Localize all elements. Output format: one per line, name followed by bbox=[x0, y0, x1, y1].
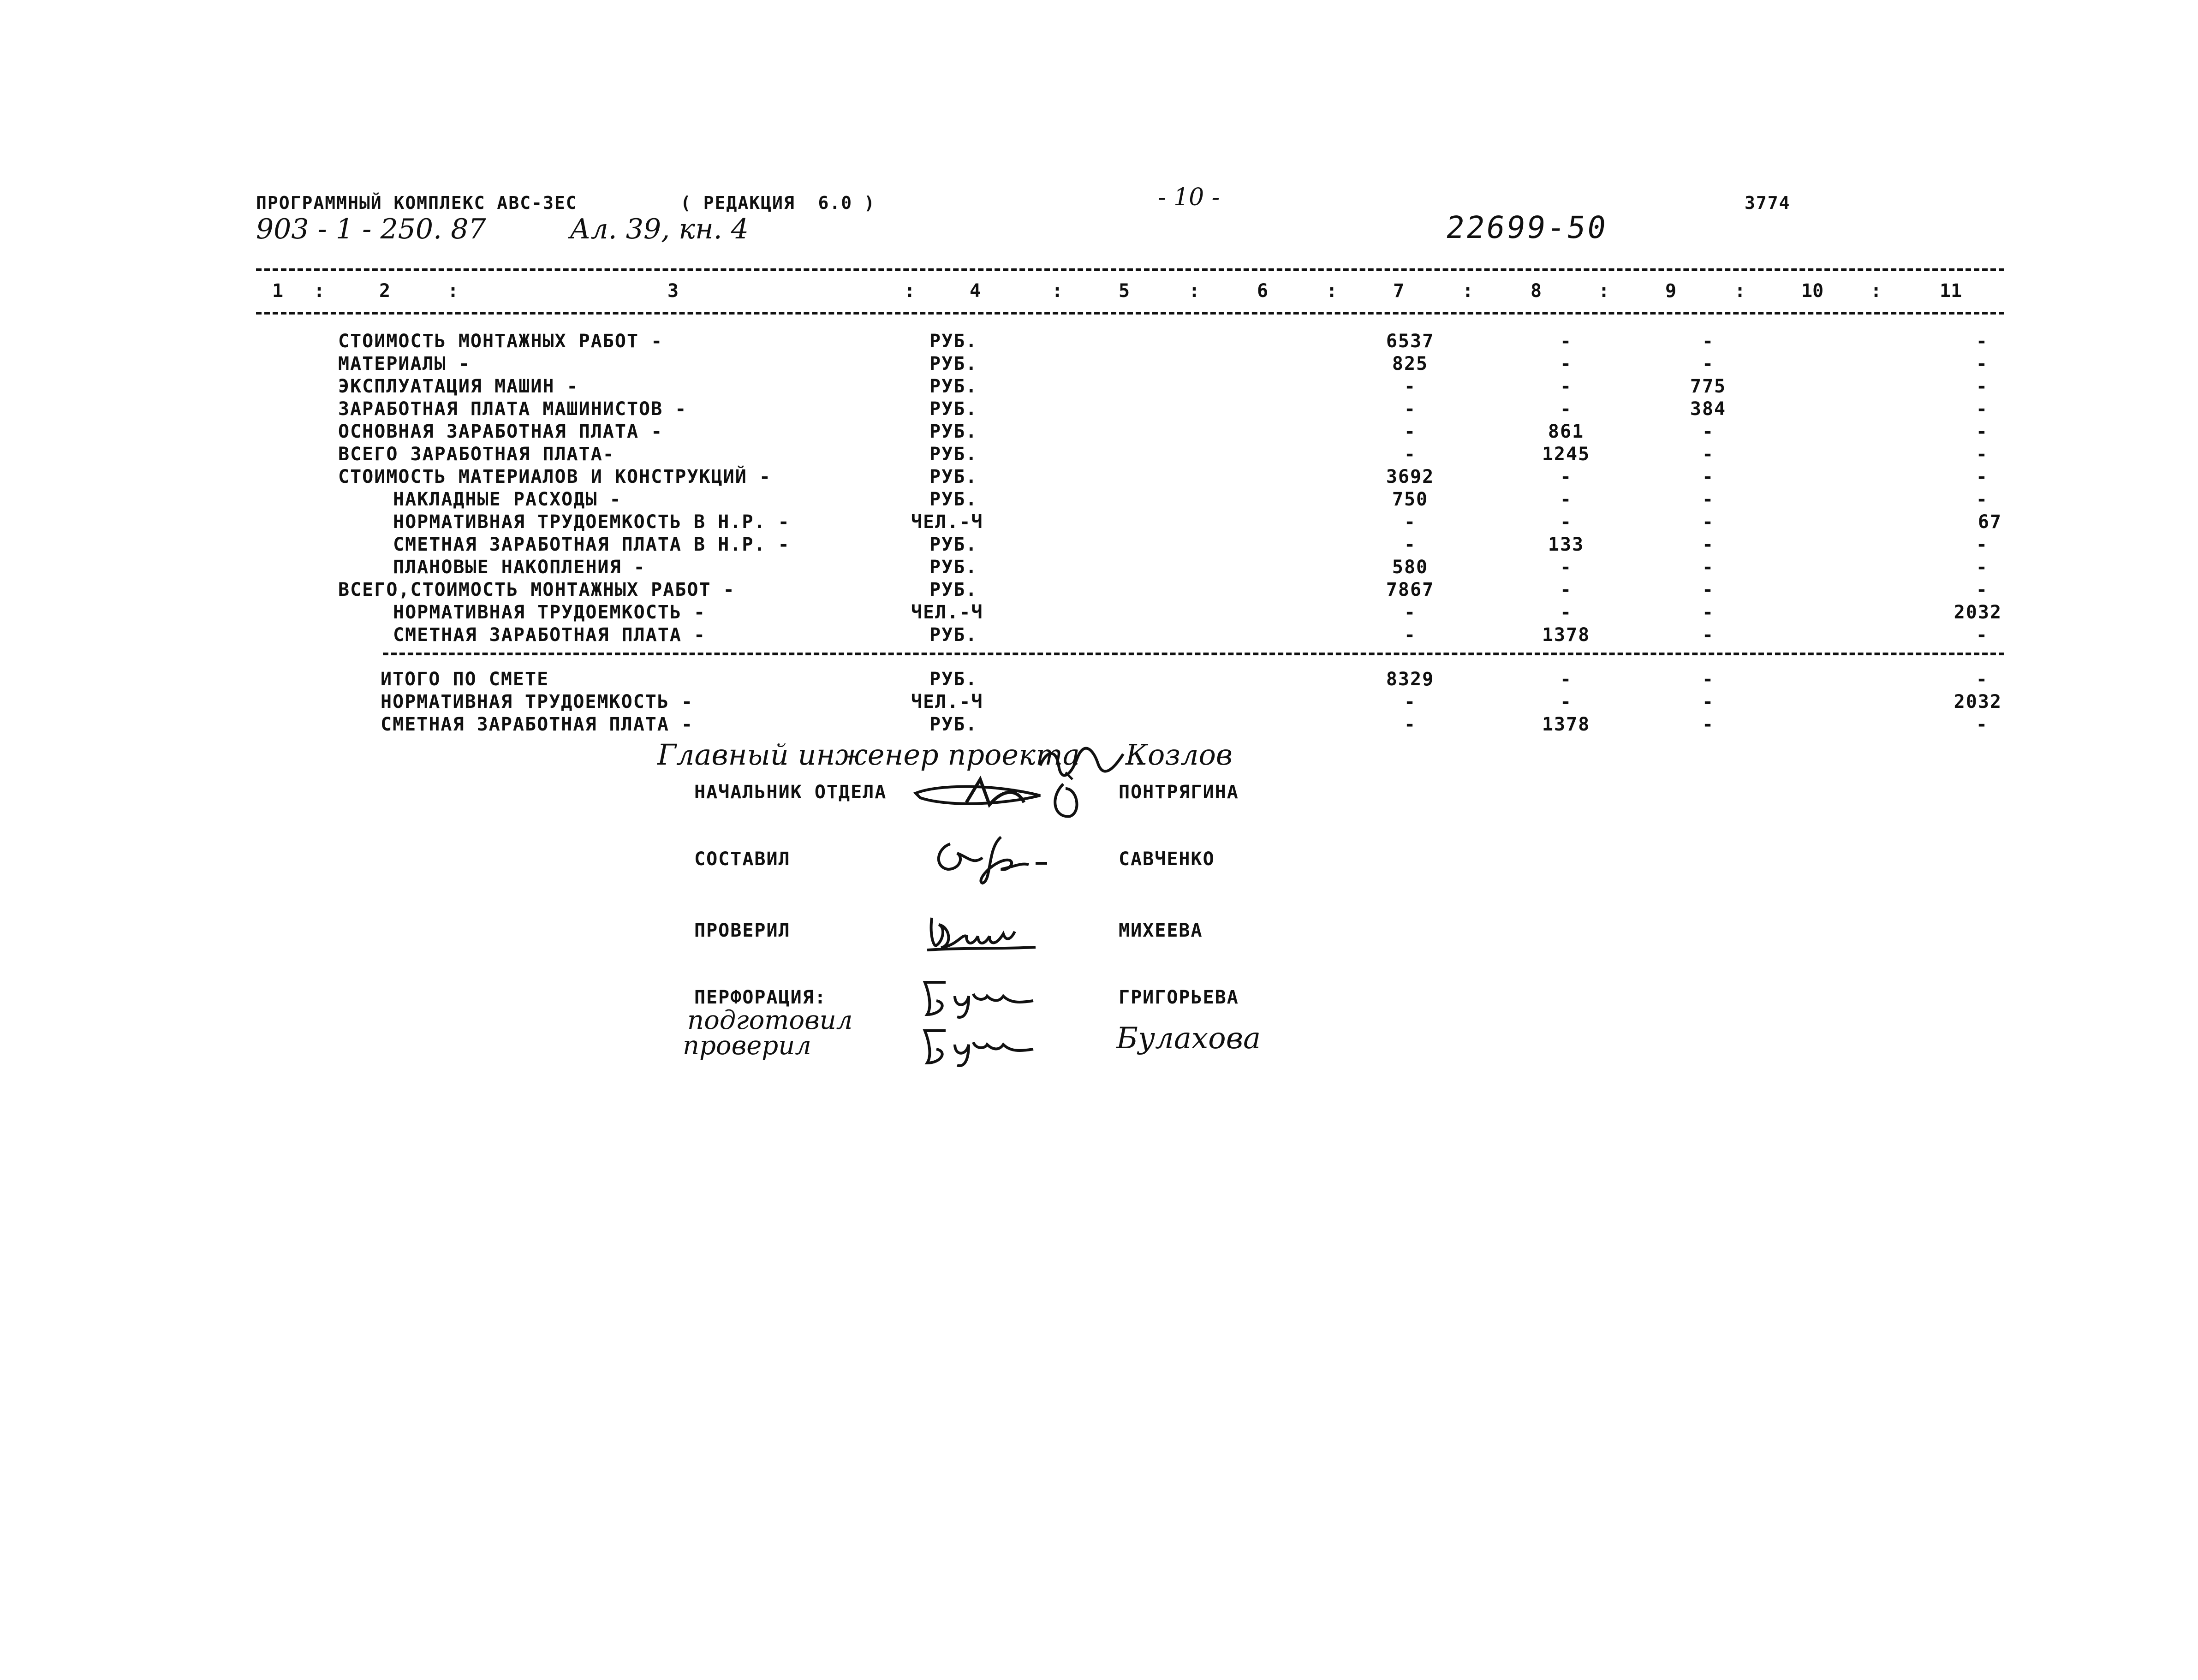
row-col9: - bbox=[1702, 421, 1715, 442]
col-sep: : bbox=[1189, 280, 1200, 302]
project-code: 903 - 1 - 250. 87 bbox=[256, 213, 486, 245]
row-col8: - bbox=[1560, 376, 1573, 397]
prepared-label: подготовил bbox=[687, 1005, 853, 1035]
row-col11: 2032 bbox=[1954, 602, 2002, 623]
row-col8: - bbox=[1560, 489, 1573, 510]
col-sep: : bbox=[1598, 280, 1610, 302]
col-sep: : bbox=[447, 280, 459, 302]
table-row bbox=[0, 353, 2198, 376]
perforation-label: ПЕРФОРАЦИЯ: bbox=[694, 987, 827, 1008]
col-8: 8 bbox=[1531, 280, 1542, 302]
row-name: ЭКСПЛУАТАЦИЯ МАШИН - bbox=[338, 376, 579, 397]
row-col7: - bbox=[1404, 534, 1417, 555]
row-name: СМЕТНАЯ ЗАРАБОТНАЯ ПЛАТА В Н.Р. - bbox=[393, 534, 790, 555]
total-col9: - bbox=[1702, 714, 1715, 735]
row-name: СТОИМОСТЬ МАТЕРИАЛОВ И КОНСТРУКЦИЙ - bbox=[338, 466, 771, 487]
row-col7: 750 bbox=[1392, 489, 1429, 510]
col-5: 5 bbox=[1119, 280, 1130, 302]
row-col9: - bbox=[1702, 466, 1715, 487]
col-sep: : bbox=[1462, 280, 1474, 302]
row-col8: 1378 bbox=[1542, 624, 1590, 646]
total-unit: ЧЕЛ.-Ч bbox=[911, 691, 983, 712]
row-name: НАКЛАДНЫЕ РАСХОДЫ - bbox=[393, 489, 622, 510]
dept-head-label: НАЧАЛЬНИК ОТДЕЛА bbox=[694, 782, 887, 803]
col-11: 11 bbox=[1940, 280, 1962, 302]
row-name: СТОИМОСТЬ МОНТАЖНЫХ РАБОТ - bbox=[338, 331, 663, 352]
row-unit: РУБ. bbox=[929, 579, 978, 600]
row-col7: - bbox=[1404, 624, 1417, 646]
col-sep: : bbox=[314, 280, 325, 302]
total-unit: РУБ. bbox=[929, 714, 978, 735]
row-col8: 133 bbox=[1548, 534, 1584, 555]
row-col9: - bbox=[1702, 557, 1715, 578]
verified-signature bbox=[923, 1024, 1038, 1068]
row-col7: 7867 bbox=[1386, 579, 1435, 600]
col-2: 2 bbox=[379, 280, 391, 302]
total-col7: - bbox=[1404, 714, 1417, 735]
col-sep: : bbox=[904, 280, 916, 302]
row-unit: РУБ. bbox=[929, 557, 978, 578]
row-col9: - bbox=[1702, 579, 1715, 600]
prepared-name: Булахова bbox=[1116, 1021, 1261, 1056]
row-col9: 384 bbox=[1690, 398, 1727, 420]
row-col11: - bbox=[1976, 421, 1988, 442]
row-col7: 6537 bbox=[1386, 331, 1435, 352]
row-col7: 825 bbox=[1392, 353, 1429, 374]
dept-head-signature bbox=[911, 770, 1096, 821]
row-name: ВСЕГО ЗАРАБОТНАЯ ПЛАТА- bbox=[338, 444, 615, 465]
total-col7: 8329 bbox=[1386, 669, 1435, 690]
perforation-signature bbox=[923, 975, 1038, 1019]
row-unit: ЧЕЛ.-Ч bbox=[911, 602, 983, 623]
row-name: НОРМАТИВНАЯ ТРУДОЕМКОСТЬ - bbox=[393, 602, 706, 623]
table-row bbox=[0, 376, 2198, 398]
page-number: - 10 - bbox=[1158, 184, 1220, 211]
row-unit: РУБ. bbox=[929, 466, 978, 487]
row-col7: 580 bbox=[1392, 557, 1429, 578]
total-row bbox=[0, 669, 2198, 691]
col-7: 7 bbox=[1393, 280, 1405, 302]
row-col8: - bbox=[1560, 602, 1573, 623]
compiled-label: СОСТАВИЛ bbox=[694, 849, 791, 870]
total-col7: - bbox=[1404, 691, 1417, 712]
row-unit: РУБ. bbox=[929, 398, 978, 420]
row-col11: - bbox=[1976, 466, 1988, 487]
row-col9: - bbox=[1702, 624, 1715, 646]
row-col9: - bbox=[1702, 353, 1715, 374]
table-row bbox=[0, 466, 2198, 489]
row-unit: РУБ. bbox=[929, 421, 978, 442]
edition: ( РЕДАКЦИЯ 6.0 ) bbox=[680, 193, 876, 213]
total-col8: 1378 bbox=[1542, 714, 1590, 735]
program-name: ПРОГРАММНЫЙ КОМПЛЕКС АВС-3ЕС bbox=[256, 193, 578, 213]
col-9: 9 bbox=[1665, 280, 1677, 302]
row-col9: 775 bbox=[1690, 376, 1727, 397]
row-unit: РУБ. bbox=[929, 331, 978, 352]
totals-rule bbox=[383, 653, 2004, 655]
row-col8: - bbox=[1560, 398, 1573, 420]
perforation-name: ГРИГОРЬЕВА bbox=[1119, 987, 1239, 1008]
row-col7: - bbox=[1404, 444, 1417, 465]
row-name: ЗАРАБОТНАЯ ПЛАТА МАШИНИСТОВ - bbox=[338, 398, 687, 420]
table-row bbox=[0, 489, 2198, 511]
row-unit: РУБ. bbox=[929, 624, 978, 646]
total-row bbox=[0, 691, 2198, 714]
row-col11: - bbox=[1976, 398, 1988, 420]
table-header-rule bbox=[256, 312, 2004, 315]
row-col11: - bbox=[1976, 331, 1988, 352]
total-row bbox=[0, 714, 2198, 736]
row-name: ВСЕГО,СТОИМОСТЬ МОНТАЖНЫХ РАБОТ - bbox=[338, 579, 735, 600]
table-row bbox=[0, 624, 2198, 647]
table-row bbox=[0, 511, 2198, 534]
checked-signature bbox=[925, 908, 1040, 955]
table-top-rule bbox=[256, 268, 2004, 271]
row-col8: - bbox=[1560, 511, 1573, 533]
row-col7: - bbox=[1404, 511, 1417, 533]
row-col7: - bbox=[1404, 398, 1417, 420]
row-col7: 3692 bbox=[1386, 466, 1435, 487]
col-sep: : bbox=[1326, 280, 1338, 302]
row-col7: - bbox=[1404, 376, 1417, 397]
compiled-signature bbox=[932, 830, 1052, 885]
chief-engineer-name: Козлов bbox=[1126, 738, 1233, 772]
row-unit: РУБ. bbox=[929, 489, 978, 510]
table-row bbox=[0, 421, 2198, 444]
col-1: 1 bbox=[272, 280, 284, 302]
col-sep: : bbox=[1052, 280, 1063, 302]
row-unit: РУБ. bbox=[929, 376, 978, 397]
row-col7: - bbox=[1404, 421, 1417, 442]
total-col11: - bbox=[1976, 714, 1988, 735]
row-unit: ЧЕЛ.-Ч bbox=[911, 511, 983, 533]
row-col11: - bbox=[1976, 353, 1988, 374]
total-name: ИТОГО ПО СМЕТЕ bbox=[381, 669, 549, 690]
total-name: НОРМАТИВНАЯ ТРУДОЕМКОСТЬ - bbox=[381, 691, 694, 712]
table-row bbox=[0, 331, 2198, 353]
row-col11: - bbox=[1976, 579, 1988, 600]
col-4: 4 bbox=[970, 280, 981, 302]
row-unit: РУБ. bbox=[929, 353, 978, 374]
chief-engineer-label: Главный инженер проекта bbox=[657, 738, 1080, 772]
total-col9: - bbox=[1702, 669, 1715, 690]
row-col11: - bbox=[1976, 557, 1988, 578]
table-row bbox=[0, 557, 2198, 579]
row-col8: - bbox=[1560, 579, 1573, 600]
row-col8: - bbox=[1560, 557, 1573, 578]
row-col9: - bbox=[1702, 534, 1715, 555]
table-row bbox=[0, 444, 2198, 466]
row-col9: - bbox=[1702, 511, 1715, 533]
row-col7: - bbox=[1404, 602, 1417, 623]
table-row bbox=[0, 398, 2198, 421]
col-10: 10 bbox=[1801, 280, 1824, 302]
row-name: ПЛАНОВЫЕ НАКОПЛЕНИЯ - bbox=[393, 557, 646, 578]
row-col8: - bbox=[1560, 353, 1573, 374]
row-col9: - bbox=[1702, 331, 1715, 352]
row-name: ОСНОВНАЯ ЗАРАБОТНАЯ ПЛАТА - bbox=[338, 421, 663, 442]
checked-label: ПРОВЕРИЛ bbox=[694, 920, 791, 941]
row-col11: - bbox=[1976, 624, 1988, 646]
row-name: СМЕТНАЯ ЗАРАБОТНАЯ ПЛАТА - bbox=[393, 624, 706, 646]
table-row bbox=[0, 602, 2198, 624]
total-col8: - bbox=[1560, 691, 1573, 712]
row-name: НОРМАТИВНАЯ ТРУДОЕМКОСТЬ В Н.Р. - bbox=[393, 511, 790, 533]
row-col11: - bbox=[1976, 376, 1988, 397]
col-sep: : bbox=[1734, 280, 1746, 302]
row-unit: РУБ. bbox=[929, 444, 978, 465]
row-col8: - bbox=[1560, 331, 1573, 352]
row-col11: 67 bbox=[1978, 511, 2002, 533]
row-col9: - bbox=[1702, 444, 1715, 465]
album-reference: Ал. 39, кн. 4 bbox=[570, 213, 749, 245]
row-col11: - bbox=[1976, 444, 1988, 465]
total-unit: РУБ. bbox=[929, 669, 978, 690]
total-col9: - bbox=[1702, 691, 1715, 712]
total-col8: - bbox=[1560, 669, 1573, 690]
row-col8: - bbox=[1560, 466, 1573, 487]
row-col11: - bbox=[1976, 534, 1988, 555]
total-name: СМЕТНАЯ ЗАРАБОТНАЯ ПЛАТА - bbox=[381, 714, 694, 735]
row-col9: - bbox=[1702, 489, 1715, 510]
dept-head-name: ПОНТРЯГИНА bbox=[1119, 782, 1239, 803]
total-col11: 2032 bbox=[1954, 691, 2002, 712]
checked-name: МИХЕЕВА bbox=[1119, 920, 1203, 941]
table-row bbox=[0, 534, 2198, 557]
row-col8: 861 bbox=[1548, 421, 1584, 442]
col-3: 3 bbox=[667, 280, 679, 302]
row-unit: РУБ. bbox=[929, 534, 978, 555]
col-sep: : bbox=[1870, 280, 1882, 302]
col-6: 6 bbox=[1257, 280, 1269, 302]
sheet-code: 3774 bbox=[1745, 193, 1791, 213]
document-number: 22699-50 bbox=[1443, 210, 1610, 245]
row-col11: - bbox=[1976, 489, 1988, 510]
row-col8: 1245 bbox=[1542, 444, 1590, 465]
total-col11: - bbox=[1976, 669, 1988, 690]
table-row bbox=[0, 579, 2198, 602]
verified-label: проверил bbox=[683, 1031, 811, 1061]
row-name: МАТЕРИАЛЫ - bbox=[338, 353, 471, 374]
row-col9: - bbox=[1702, 602, 1715, 623]
compiled-name: САВЧЕНКО bbox=[1119, 849, 1215, 870]
